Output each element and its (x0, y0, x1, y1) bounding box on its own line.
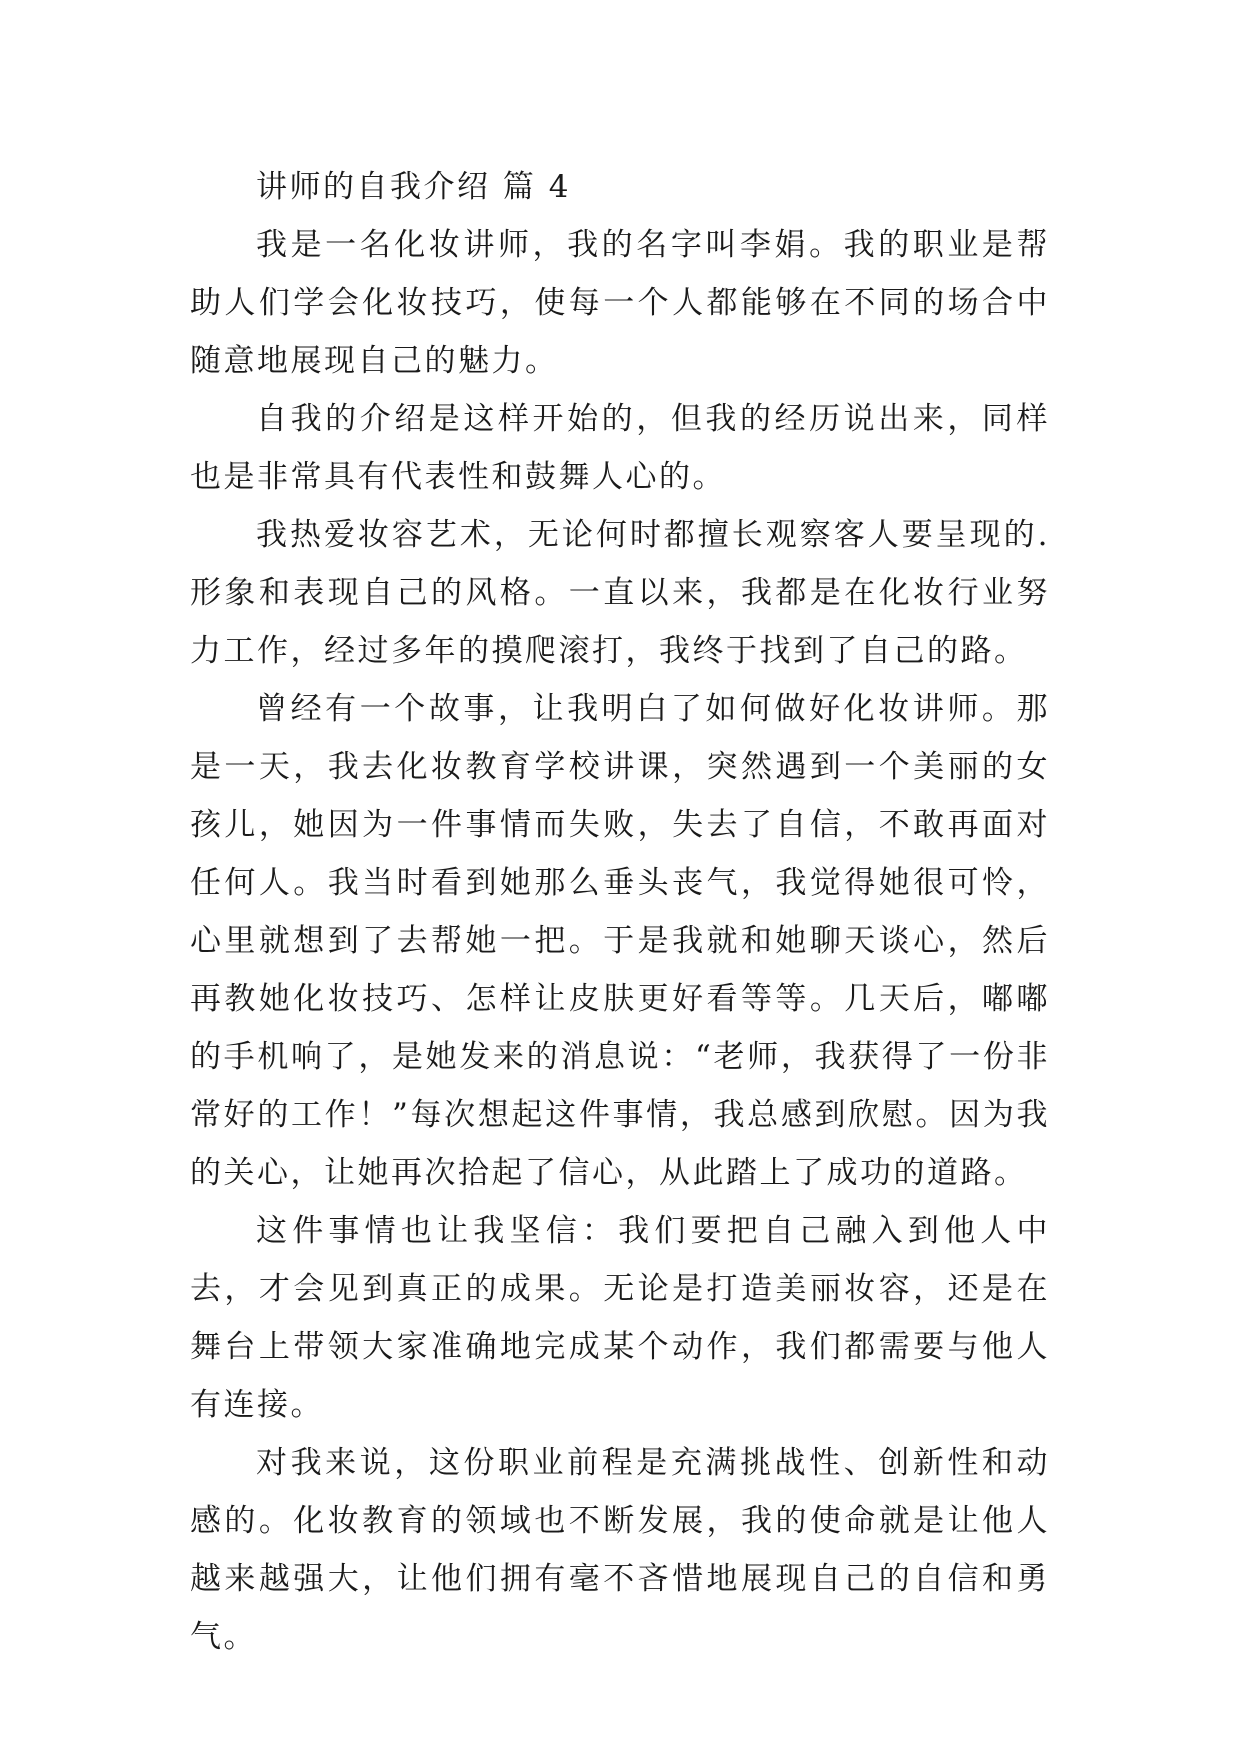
paragraph-6: 对我来说，这份职业前程是充满挑战性、创新性和动感的。化妆教育的领域也不断发展，我的使命就是让他人越来越强大，让他们拥有毫不吝惜地展现自己的自信和勇气。 (190, 1445, 1050, 1655)
document-body (190, 158, 1050, 1666)
paragraph-3: 我热爱妆容艺术，无论何时都擅长观察客人要呈现的.形象和表现自己的风格。一直以来，我都是在化妆行业努力工作，经过多年的摸爬滚打，我终于找到了自己的路。 (190, 517, 1050, 669)
paragraph-2: 自我的介绍是这样开始的，但我的经历说出来，同样也是非常具有代表性和鼓舞人心的。 (190, 401, 1050, 495)
paragraph-4: 曾经有一个故事，让我明白了如何做好化妆讲师。那是一天，我去化妆教育学校讲课，突然遇到一个美丽的女孩儿，她因为一件事情而失败，失去了自信，不敢再面对任何人。我当时看到她那么垂头丧气，我觉得她很可怜，心里就想到了去帮她一把。于是我就和她聊天谈心，然后再教她化妆技巧、怎样让皮肤更好看等等。几天后，嘟嘟的手机响了，是她发来的消息说：“老师，我获得了一份非常好的工作！”每次想起这件事情，我总感到欣慰。因为我的关心，让她再次拾起了信心，从此踏上了成功的道路。 (190, 691, 1050, 1191)
paragraph-1: 我是一名化妆讲师，我的名字叫李娟。我的职业是帮助人们学会化妆技巧，使每一个人都能够在不同的场合中随意地展现自己的魅力。 (190, 227, 1050, 379)
section-heading: 讲师的自我介绍 篇 4 (256, 169, 571, 205)
paragraph-5: 这件事情也让我坚信：我们要把自己融入到他人中去，才会见到真正的成果。无论是打造美丽妆容，还是在舞台上带领大家准确地完成某个动作，我们都需要与他人有连接。 (190, 1213, 1050, 1423)
